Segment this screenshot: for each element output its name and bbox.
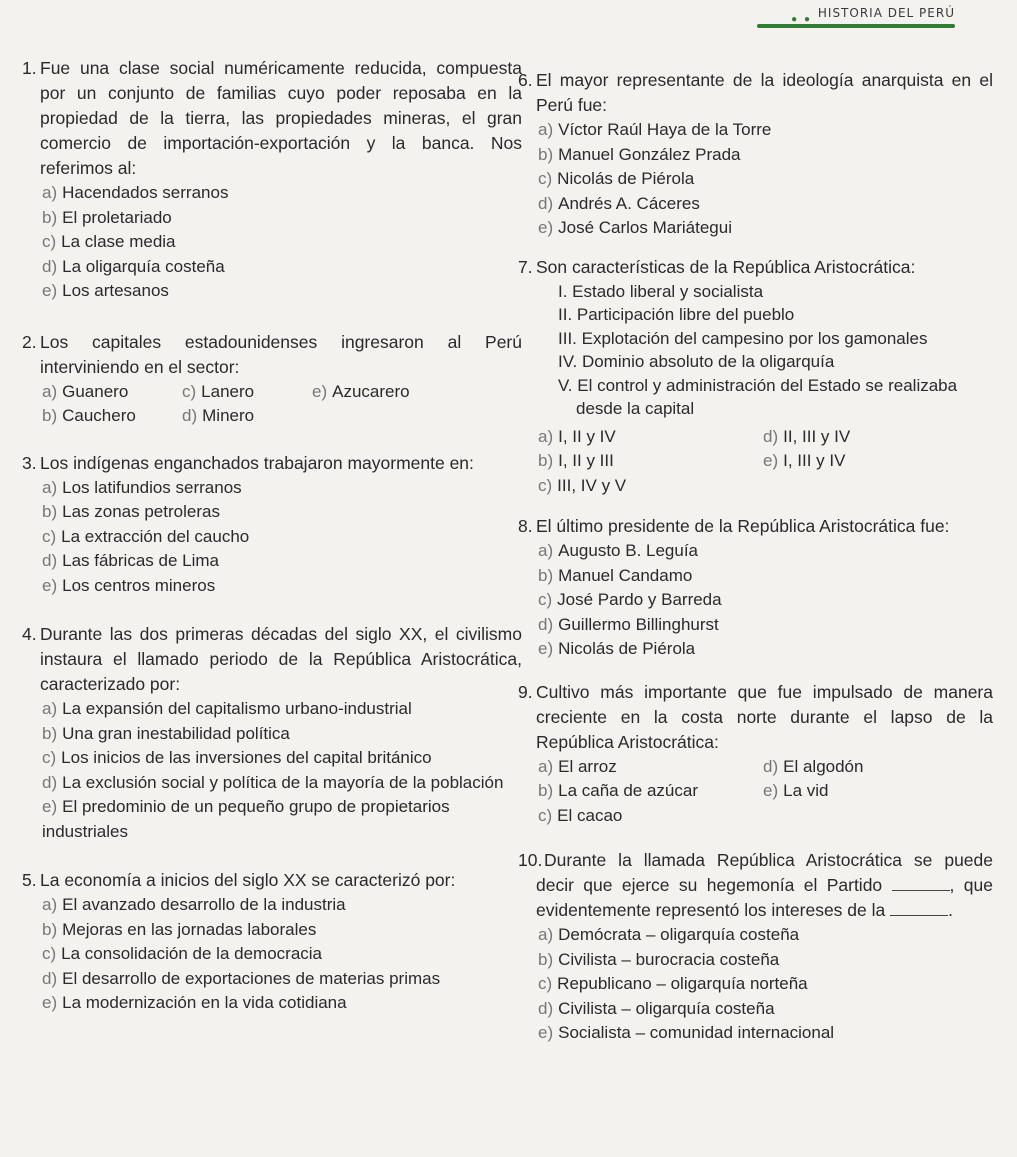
option-e[interactable]: e) La modernización en la vida cotidiana — [42, 993, 347, 1012]
options-grid — [22, 380, 522, 429]
option-b[interactable]: b) El proletariado — [42, 207, 172, 227]
answer-blank-2[interactable] — [890, 901, 948, 916]
question-stem: Fue una clase social numéricamente reducida, compuesta por un conjunto de familias cuyo poder reposaba en la propiedad de la tierra, las propiedades mineras, el gran comercio de importación-exportación y la banca. Nos referimos al: — [40, 58, 522, 178]
options-grid — [518, 755, 993, 829]
question-stem: Los capitales estadounidenses ingresaron al Perú interviniendo en el sector: — [40, 331, 522, 377]
option-b[interactable]: b) La caña de azúcar — [538, 781, 699, 800]
question-stem: Los indígenas enganchados trabajaron mayormente en: — [40, 452, 474, 473]
question-stem: La economía a inicios del siglo XX se caracterizó por: — [40, 870, 456, 890]
question-5 — [22, 868, 522, 1016]
course-title: HISTORIA DEL PERÚ — [817, 6, 955, 20]
option-e[interactable]: e) El predominio de un pequeño grupo de propietarios industriales — [42, 797, 450, 841]
option-b[interactable]: b) Las zonas petroleras — [42, 502, 220, 521]
question-number: 1. — [22, 58, 37, 78]
question-stem-cont: , que evidentemente representó los intereses de la — [536, 875, 993, 920]
option-e[interactable]: e) Azucarero — [312, 381, 410, 401]
option-e[interactable]: e) Los centros mineros — [42, 575, 216, 595]
option-d[interactable]: d) Guillermo Billinghurst — [538, 614, 719, 634]
option-a[interactable]: a) La expansión del capitalismo urbano-industrial — [42, 699, 412, 718]
option-d[interactable]: d) La oligarquía costeña — [42, 256, 225, 276]
option-c[interactable]: c) La consolidación de la democracia — [42, 944, 322, 963]
question-stem: El mayor representante de la ideología anarquista en el Perú fue: — [536, 70, 993, 115]
option-d[interactable]: d) El algodón — [763, 756, 864, 776]
option-c[interactable]: c) Los inicios de las inversiones del capital británico — [42, 748, 432, 767]
option-b[interactable]: b) Manuel Candamo — [538, 565, 693, 585]
question-number: 2. — [22, 331, 37, 352]
option-b[interactable]: b) Manuel González Prada — [538, 144, 741, 164]
question-number: 4. — [22, 624, 37, 644]
question-number: 10. — [518, 850, 543, 870]
header-dots: ● ● — [791, 14, 812, 25]
option-b[interactable]: b) Mejoras en las jornadas laborales — [42, 919, 317, 939]
options-grid — [518, 425, 993, 499]
option-b[interactable]: b) I, II y III — [538, 451, 614, 470]
option-c[interactable]: c) III, IV y V — [538, 475, 627, 495]
page-header — [755, 6, 955, 28]
question-number: 5. — [22, 870, 37, 890]
option-a[interactable]: a) Guanero — [42, 381, 129, 401]
option-c[interactable]: c) Lanero — [182, 381, 255, 401]
option-b[interactable]: b) Una gran inestabilidad política — [42, 723, 290, 743]
option-d[interactable]: d) Las fábricas de Lima — [42, 551, 219, 570]
option-d[interactable]: d) II, III y IV — [763, 426, 851, 446]
question-8 — [518, 514, 993, 662]
question-stem: Cultivo más importante que fue impulsado de manera creciente en la costa norte durante el lapso de la República Aristocrática: — [536, 681, 993, 752]
option-d[interactable]: d) Andrés A. Cáceres — [538, 193, 700, 213]
question-3 — [22, 451, 522, 599]
statement-item: IV. Dominio absoluto de la oligarquía — [558, 352, 835, 371]
option-a[interactable]: a) Demócrata – oligarquía costeña — [538, 925, 800, 944]
statement-item: III. Explotación del campesino por los gamonales — [558, 328, 928, 348]
question-4 — [22, 622, 522, 844]
question-stem: Durante la llamada República Aristocrática se puede decir que ejerce su hegemonía el Partido — [536, 850, 993, 895]
question-6 — [518, 68, 993, 241]
option-a[interactable]: a) El avanzado desarrollo de la industria — [42, 895, 346, 914]
option-e[interactable]: e) Socialista – comunidad internacional — [538, 1023, 835, 1042]
option-b[interactable]: b) Civilista – burocracia costeña — [538, 949, 780, 969]
option-a[interactable]: a) El arroz — [538, 756, 617, 776]
question-number: 3. — [22, 452, 37, 473]
question-number: 8. — [518, 516, 533, 536]
question-2 — [22, 330, 522, 429]
question-number: 9. — [518, 681, 533, 702]
option-b[interactable]: b) Cauchero — [42, 406, 136, 425]
left-column — [22, 56, 522, 1030]
statement-item: II. Participación libre del pueblo — [558, 305, 795, 324]
statement-item: I. Estado liberal y socialista — [558, 281, 764, 301]
option-c[interactable]: c) Republicano – oligarquía norteña — [538, 974, 808, 993]
statement-item-continued: desde la capital — [576, 399, 695, 418]
option-c[interactable]: c) El cacao — [538, 805, 623, 825]
question-stem-end: . — [948, 900, 953, 920]
option-d[interactable]: d) La exclusión social y política de la mayoría de la población — [42, 772, 504, 792]
question-stem: El último presidente de la República Aristocrática fue: — [536, 516, 950, 536]
right-column — [518, 68, 993, 1060]
question-stem: Son características de la República Aristocrática: — [536, 256, 916, 277]
option-a[interactable]: a) I, II y IV — [538, 426, 616, 446]
option-e[interactable]: e) Nicolás de Piérola — [538, 639, 696, 658]
answer-blank-1[interactable] — [892, 876, 950, 891]
question-1 — [22, 56, 522, 304]
question-number: 6. — [518, 70, 533, 90]
option-a[interactable]: a) Hacendados serranos — [42, 183, 229, 202]
option-e[interactable]: e) Los artesanos — [42, 281, 169, 300]
option-d[interactable]: d) El desarrollo de exportaciones de materias primas — [42, 968, 441, 988]
question-10 — [518, 848, 993, 1046]
option-e[interactable]: e) I, III y IV — [763, 451, 846, 470]
question-number: 7. — [518, 256, 533, 277]
option-d[interactable]: d) Minero — [182, 406, 255, 425]
option-e[interactable]: e) La vid — [763, 781, 829, 800]
option-c[interactable]: c) La extracción del caucho — [42, 526, 250, 546]
option-a[interactable]: a) Augusto B. Leguía — [538, 541, 699, 560]
option-c[interactable]: c) Nicolás de Piérola — [538, 169, 695, 188]
option-c[interactable]: c) La clase media — [42, 232, 176, 251]
option-e[interactable]: e) José Carlos Mariátegui — [538, 218, 732, 237]
option-a[interactable]: a) Los latifundios serranos — [42, 477, 242, 497]
question-7 — [518, 255, 993, 499]
option-a[interactable]: a) Víctor Raúl Haya de la Torre — [538, 120, 772, 139]
option-c[interactable]: c) José Pardo y Barreda — [538, 590, 722, 609]
question-stem: Durante las dos primeras décadas del siglo XX, el civilismo instaura el llamado periodo de la República Aristocrática, caracterizado por: — [40, 624, 522, 694]
statement-item: V. El control y administración del Estado se realizaba — [558, 375, 958, 395]
option-d[interactable]: d) Civilista – oligarquía costeña — [538, 998, 775, 1018]
header-accent-bar — [757, 24, 955, 28]
question-9 — [518, 680, 993, 829]
